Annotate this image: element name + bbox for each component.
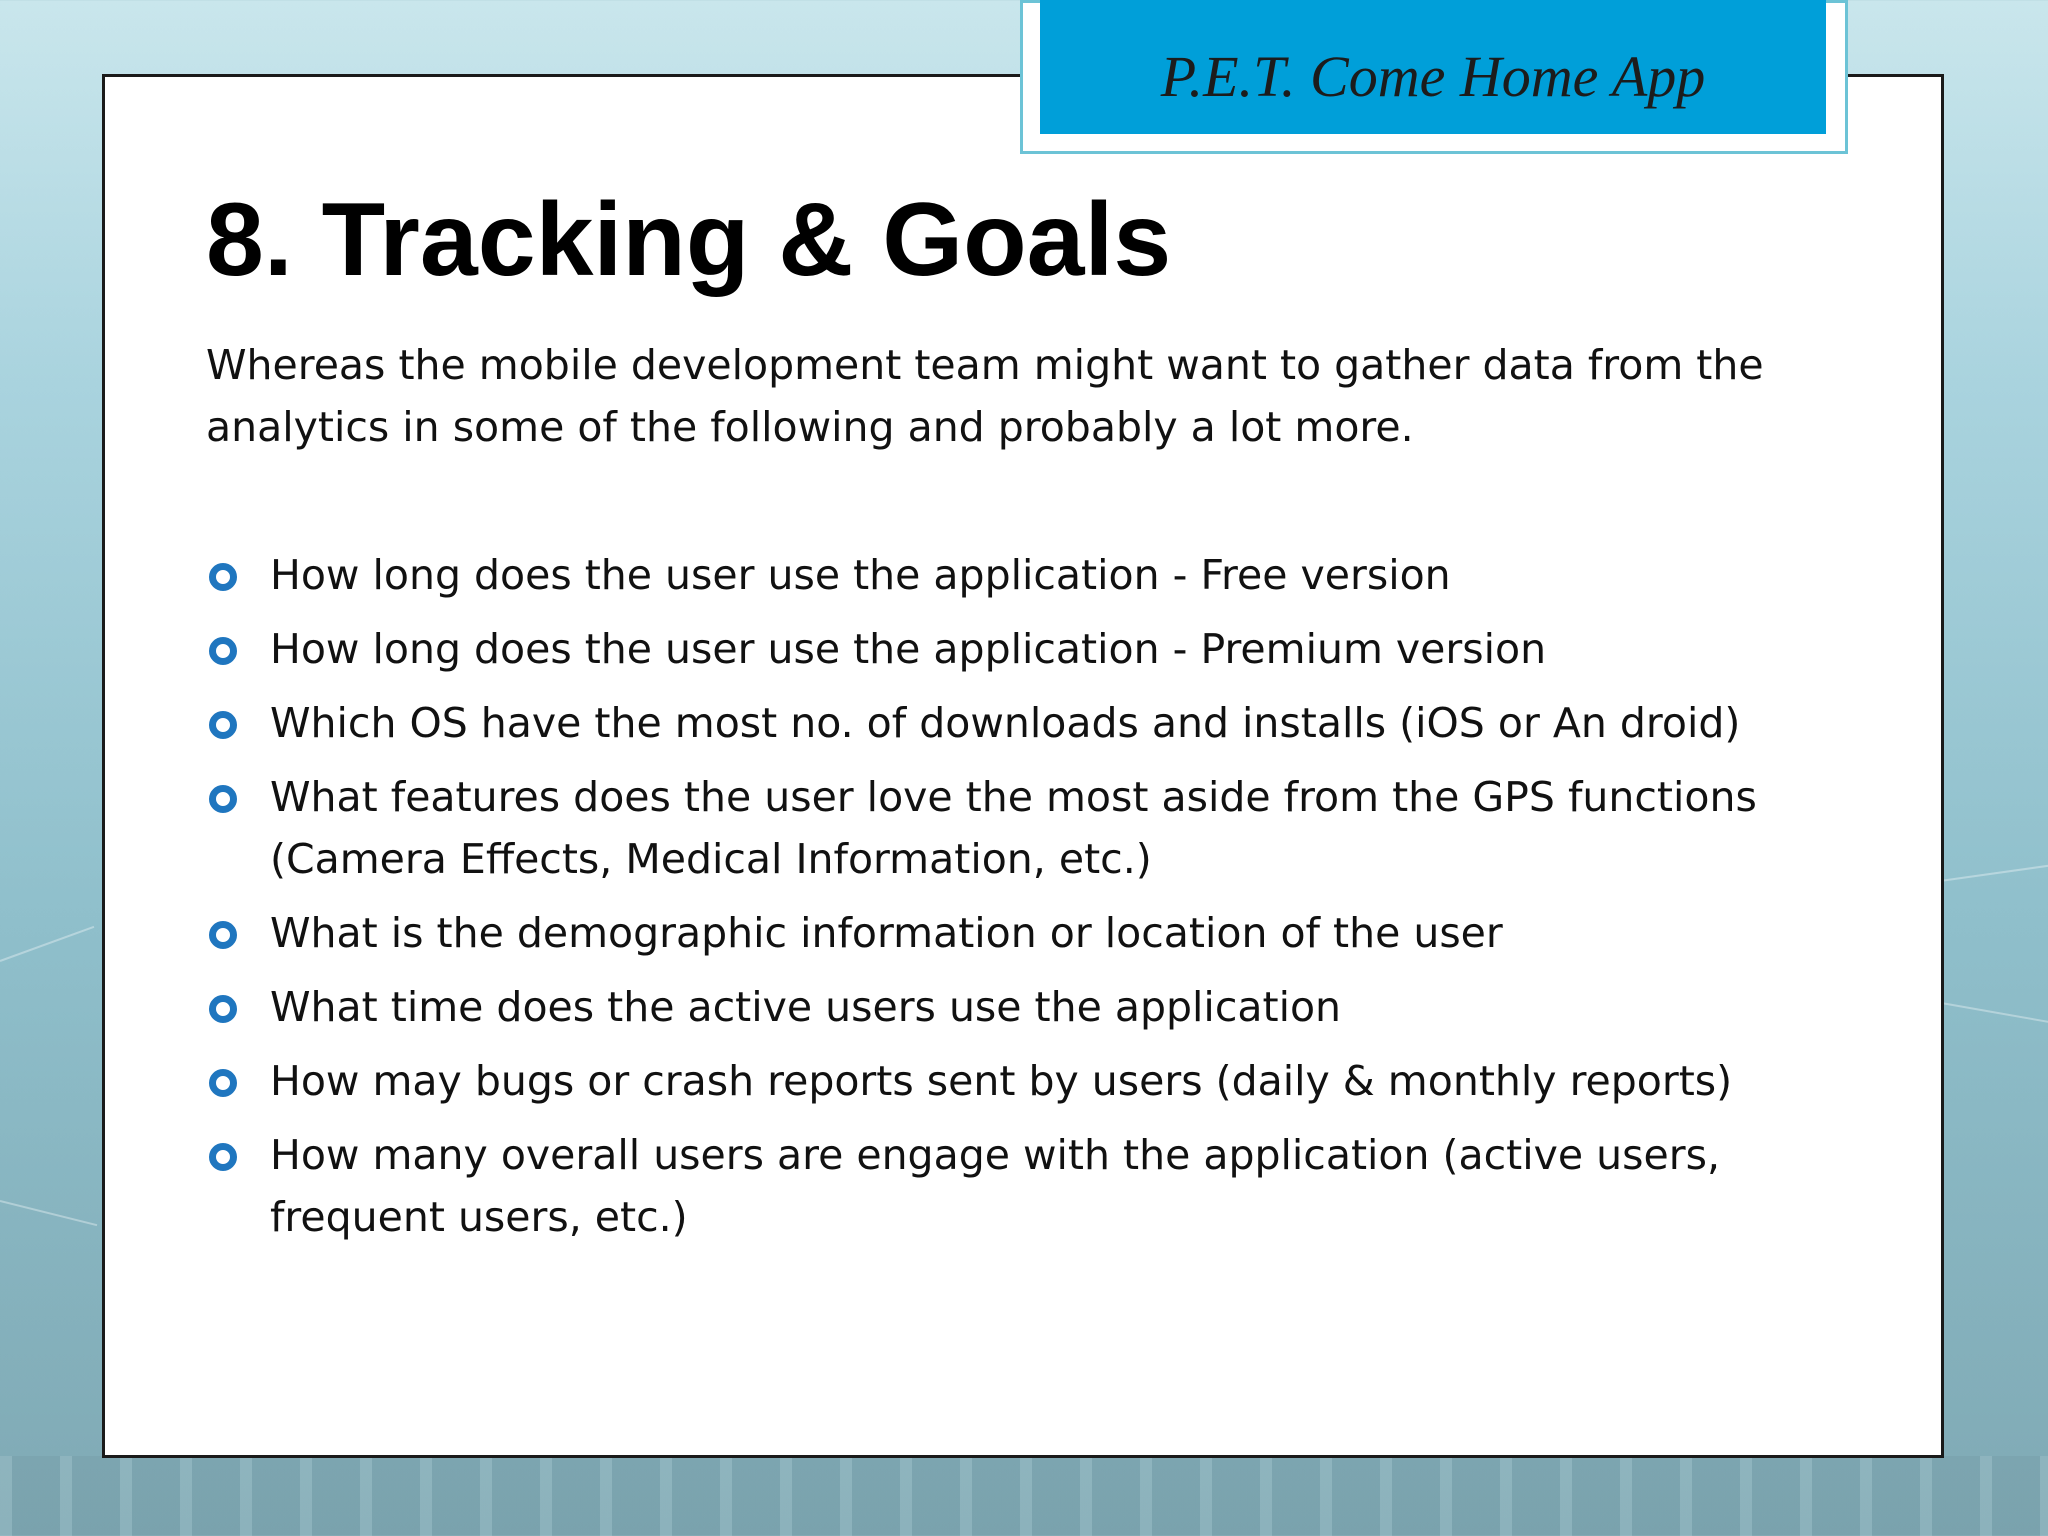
ring-bullet-icon — [209, 1143, 237, 1171]
bullet-item — [206, 618, 1866, 680]
bullet-item — [206, 976, 1866, 1038]
bullet-text: How many overall users are engage with the application (active users, frequent users, etc.) — [270, 1131, 1720, 1241]
background-stripes — [0, 1456, 2048, 1536]
bullet-text: How long does the user use the application - Free version — [270, 551, 1451, 599]
ring-bullet-icon — [209, 921, 237, 949]
bullet-item — [206, 692, 1866, 754]
bullet-text: What features does the user love the most aside from the GPS functions (Camera Effects, Medical Information, etc.) — [270, 773, 1757, 883]
bullet-text: How long does the user use the application - Premium version — [270, 625, 1547, 673]
bullet-list — [206, 544, 1866, 1260]
app-title-banner — [1040, 0, 1826, 134]
ring-bullet-icon — [209, 995, 237, 1023]
bullet-text: What time does the active users use the application — [270, 983, 1342, 1031]
app-title: P.E.T. Come Home App — [1160, 43, 1706, 109]
background-line — [0, 1200, 97, 1226]
background-line — [0, 926, 94, 962]
bullet-text: Which OS have the most no. of downloads and installs (iOS or An droid) — [270, 699, 1741, 747]
ring-bullet-icon — [209, 711, 237, 739]
slide-title: 8. Tracking & Goals — [206, 182, 1172, 298]
ring-bullet-icon — [209, 785, 237, 813]
intro-paragraph: Whereas the mobile development team might want to gather data from the analytics in some of the following and probably a lot more. — [206, 341, 1764, 451]
bullet-item — [206, 1124, 1866, 1248]
bullet-text: How may bugs or crash reports sent by users (daily & monthly reports) — [270, 1057, 1733, 1105]
background-line — [1930, 1000, 2048, 1026]
ring-bullet-icon — [209, 637, 237, 665]
bullet-item — [206, 544, 1866, 606]
bullet-item — [206, 902, 1866, 964]
bullet-item — [206, 1050, 1866, 1112]
ring-bullet-icon — [209, 1069, 237, 1097]
bullet-text: What is the demographic information or location of the user — [270, 909, 1503, 957]
background-line — [1940, 861, 2048, 882]
ring-bullet-icon — [209, 563, 237, 591]
bullet-item — [206, 766, 1866, 890]
